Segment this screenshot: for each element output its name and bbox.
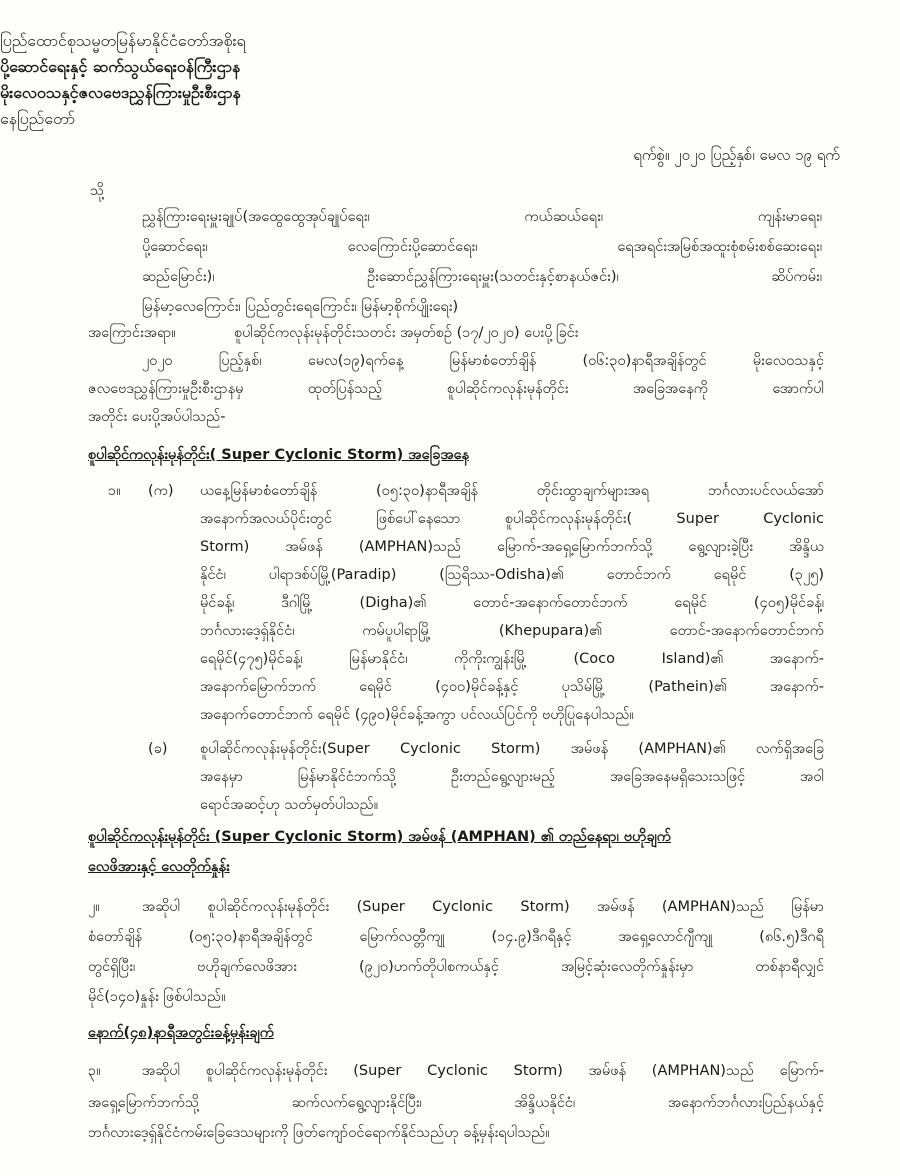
section-2-heading-line-2: လေဖိအားနှင့် လေတိုက်နှုန်း [88,859,230,875]
recipient-line-3: ဆည်မြောင်း)၊ ဦးဆောင်ညွှန်ကြားရေးမှူး(သတင်းနှင့်စာနယ်ဇင်း)၊ ဆိပ်ကမ်း၊ [142,269,822,285]
section-2-line-1: အဆိုပါ စူပါဆိုင်ကလုန်းမုန်တိုင်း (Super Cyclonic Storm) အမ်ဖန် (AMPHAN)သည် မြန်မာ [142,899,824,915]
section-3-line-2: အရှေ့မြောက်ဘက်သို့ ဆက်လက်ရွေ့လျားနိုင်ပြီး၊ အိန္ဒိယနိုင်ငံ၊ အနောက်ဘင်္ဂလားပြည်နယ်နှင့် [88,1095,824,1111]
section-2-line-4: မိုင်(၁၄၀)နှုန်း ဖြစ်ပါသည်။ [88,989,226,1005]
section-3-line-1: အဆိုပါ စူပါဆိုင်ကလုန်းမုန်တိုင်း (Super Cyclonic Storm) အမ်ဖန် (AMPHAN)သည် မြောက်- [142,1063,824,1079]
recipient-line-2: ပို့ဆောင်ရေး၊ လေကြောင်းပို့ဆောင်ရေး၊ ရေအရင်းအမြစ်အထူးစုံစမ်းစစ်ဆေးရေး၊ [142,239,822,255]
recipient-line-1: ညွှန်ကြားရေးမှူးချုပ်(အထွေထွေအုပ်ချုပ်ရေး၊ ကယ်ဆယ်ရေး၊ ကျန်းမာရေး၊ [142,209,822,225]
section-3-line-3: ဘင်္ဂလားဒေ့ရှ်နိုင်ငံကမ်းခြေဒေသများကို ဖြတ်ကျော်ဝင်ရောက်နိုင်သည်ဟု ခန့်မှန်းရပါသည်။ [88,1125,550,1141]
department-title: မိုးလေဝသနှင့်ဇလဗေဒညွှန်ကြားမှုဦးစီးဌာန [0,83,241,102]
item-a-line-1: ယနေ့မြန်မာစံတော်ချိန် (၀၅:၃၀)နာရီအချိန် တိုင်းထွာချက်များအရ ဘင်္ဂလားပင်လယ်အော် [200,483,824,499]
item-a-line-7: ရေမိုင်(၄၇၅)မိုင်ခန့်၊ မြန်မာနိုင်ငံ၊ ကိုကိုးကျွန်းမြို့ (Coco Island)၏ အနောက်- [200,651,824,667]
item-b-label: (ခ) [148,741,168,757]
item-a-line-6: ဘင်္ဂလားဒေ့ရှ်နိုင်ငံ၊ ကမ်ပူပါရာမြို့ (Khepupara)၏ တောင်-အနောက်တောင်ဘက် [200,623,824,639]
item-a-line-8: အနောက်မြောက်ဘက် ရေမိုင် (၄၀၀)မိုင်ခန့်နှင့် ပုသိမ်မြို့ (Pathein)၏ အနောက်- [200,679,824,695]
item-b-line-2: အနေမှာ မြန်မာနိုင်ငံဘက်သို့ ဦးတည်ရွေ့လျားမည့် အခြေအနေမရှိသေးသဖြင့် အဝါ [200,769,824,785]
city-name: နေပြည်တော် [0,109,76,128]
to-label: သို့ [90,183,105,199]
subject-text: စူပါဆိုင်ကလုန်းမုန်တိုင်းသတင်း အမှတ်စဉ် (၁၇/၂၀၂၀) ပေးပို့ခြင်း [234,325,579,341]
section-1-number: ၁။ [108,483,121,499]
document-date: ရက်စွဲ။ ၂၀၂၀ ပြည့်နှစ်၊ မေလ ၁၉ ရက် [633,146,840,164]
recipient-line-4: မြန်မာ့လေကြောင်း၊ ပြည်တွင်းရေကြောင်း၊ မြန်မာ့စိုက်ပျိုးရေး) [142,299,459,315]
section-2-heading-line-1: စူပါဆိုင်ကလုန်းမုန်တိုင်း (Super Cyclonic Storm) အမ်ဖန် (AMPHAN) ၏ တည်နေရာ၊ ဗဟိုချက် [88,829,671,845]
item-b-line-3: ရောင်အဆင့်ဟု သတ်မှတ်ပါသည်။ [200,797,379,813]
intro-line-2: ဇလဗေဒညွှန်ကြားမှုဦးစီးဌာနမှ ထုတ်ပြန်သည့် စူပါဆိုင်ကလုန်းမုန်တိုင်း အခြေအနေကို အောက်ပါ [88,381,824,397]
item-a-line-9: အနောက်တောင်ဘက် ရေမိုင် (၄၉၀)မိုင်ခန့်အကွာ ပင်လယ်ပြင်ကို ဗဟိုပြုနေပါသည်။ [200,707,634,723]
government-title: ပြည်ထောင်စုသမ္မတမြန်မာနိုင်ငံတော်အစိုးရ [0,31,246,50]
item-a-line-5: မိုင်ခန့်၊ ဒီဂါမြို့ (Digha)၏ တောင်-အနောက်တောင်ဘက် ရေမိုင် (၄၀၅)မိုင်ခန့်၊ [200,595,824,611]
subject-label: အကြောင်းအရာ။ [88,325,176,341]
item-a-line-3: Storm) အမ်ဖန် (AMPHAN)သည် မြောက်-အရှေ့မြောက်ဘက်သို့ ရွေ့လျားခဲ့ပြီး အိန္ဒိယ [200,539,824,555]
section-2-line-2: စံတော်ချိန် (၀၅:၃၀)နာရီအချိန်တွင် မြောက်လတ္တီကျု (၁၄.၉)ဒီဂရီနှင့် အရှေ့လောင်ဂျီကျု (၈၆.၅)ဒီဂရီ [88,929,824,945]
item-a-label: (က) [148,483,174,499]
item-a-line-4: နိုင်ငံ၊ ပါရာဒစ်ပ်မြို့(Paradip) (ဩရိဿ-Odisha)၏ တောင်ဘက် ရေမိုင် (၃၂၅) [200,567,824,583]
section-3-heading: နောက်(၄၈)နာရီအတွင်းခန့်မှန်းချက် [88,1025,274,1041]
item-b-line-1: စူပါဆိုင်ကလုန်းမုန်တိုင်း(Super Cyclonic Storm) အမ်ဖန် (AMPHAN)၏ လက်ရှိအခြေ [200,741,824,757]
intro-line-1: ၂၀၂၀ ပြည့်နှစ်၊ မေလ(၁၉)ရက်နေ့ မြန်မာစံတော်ချိန် (၀၆:၃၀)နာရီအချိန်တွင် မိုးလေဝသနှင့် [142,353,824,369]
section-2-line-3: တွင်ရှိပြီး၊ ဗဟိုချက်လေဖိအား (၉၂၀)ဟက်တိုပါစကယ်နှင့် အမြင့်ဆုံးလေတိုက်နှုန်းမှာ တစ်နာရီလျှင် [88,959,824,975]
section-3-number: ၃။ [88,1063,101,1079]
section-1-heading: စူပါဆိုင်ကလုန်းမုန်တိုင်း( Super Cyclonic Storm) အခြေအနေ [88,447,470,463]
ministry-title: ပို့ဆောင်ရေးနှင့် ဆက်သွယ်ရေးဝန်ကြီးဌာန [0,57,241,76]
section-2-number: ၂။ [88,899,100,915]
item-a-line-2: အနောက်အလယ်ပိုင်းတွင် ဖြစ်ပေါ်နေသော စူပါဆိုင်ကလုန်းမုန်တိုင်း( Super Cyclonic [200,511,824,527]
intro-line-3: အတိုင်း ပေးပို့အပ်ပါသည်- [88,409,226,425]
